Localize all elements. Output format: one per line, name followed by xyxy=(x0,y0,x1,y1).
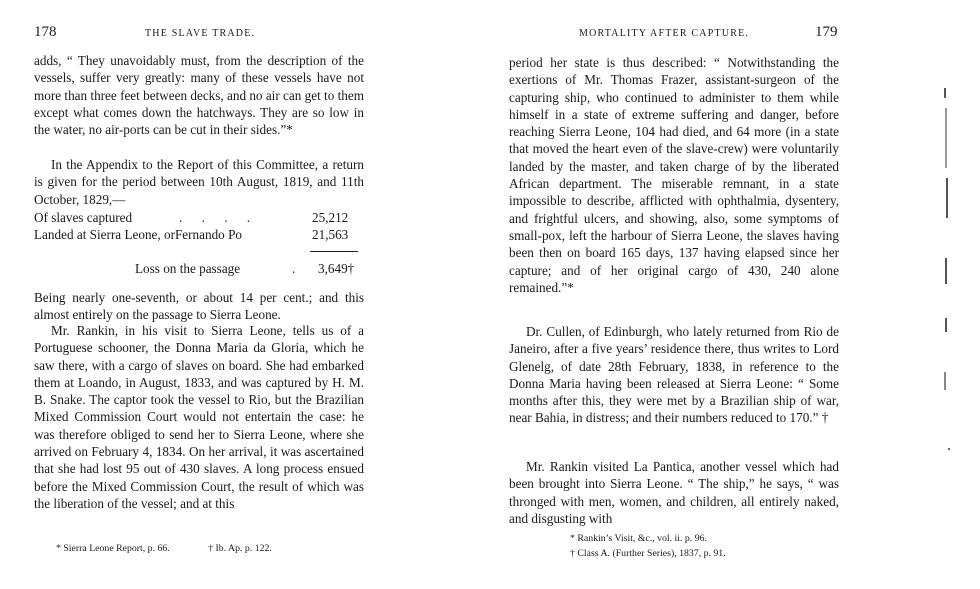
footnote: † Class A. (Further Series), 1837, p. 91. xyxy=(570,547,726,559)
footnote: * Sierra Leone Report, p. 66. xyxy=(56,543,170,554)
paragraph: Mr. Rankin, in his visit to Sierra Leone, tells us of a Portuguese schooner, the Donna Maria da Gloria, which he saw there, with a cargo of slaves on board. She had embarked them at Loando, in August, 1833, and was captured by H. M. B. Snake. The captor took the vessel to Rio, but the Brazilian Mixed Commission Court would not entertain the case: he was therefore obliged to send her to Sierra Leone, where she arrived on February 4, 1834. On her arrival, it was ascertained that she had lost 95 out of 430 slaves. A long process ensued before the Mixed Commission Court, the result of which was the liberation of the vessel; and at this xyxy=(34,323,364,511)
binding-mark xyxy=(945,258,947,284)
binding-mark xyxy=(944,372,946,390)
running-head: MORTALITY AFTER CAPTURE. xyxy=(579,28,750,39)
sum-rule xyxy=(310,251,358,252)
binding-mark xyxy=(948,448,950,450)
paragraph: Mr. Rankin visited La Pantica, another vessel which had been brought into Sierra Leone. “ The ship,” he says, “ was thronged with men, women, and children, all entirely naked, and disgusting with xyxy=(509,459,839,526)
binding-mark xyxy=(944,88,946,98)
footnotes xyxy=(570,532,726,561)
total-label: Loss on the passage xyxy=(135,261,241,276)
row-label: Landed at Sierra Leone, orFernando Po xyxy=(34,227,242,242)
leader-dots: . xyxy=(292,261,296,276)
footnote: * Rankin’s Visit, &c., vol. ii. p. 96. xyxy=(570,533,707,544)
row-value: 21,563 xyxy=(312,227,349,242)
binding-mark xyxy=(945,108,947,168)
binding-mark xyxy=(945,318,947,332)
paragraph: adds, “ They unavoidably must, from the description of the vessels, suffer very greatly: many of these vessels have not more than three feet between decks, and no air can get to them except what comes down the hatchways. They are so low in the water, no air-ports can be cut in their sides.”* xyxy=(34,53,364,138)
total-value: 3,649† xyxy=(318,261,355,276)
paragraph: Dr. Cullen, of Edinburgh, who lately returned from Rio de Janeiro, after a five years’ residence there, thus writes to Lord Glenelg, of date 28th February, 1838, in reference to the Donna Maria having been released at Sierra Leone: “ Some months after this, they were met by a Brazilian ship of war, near Bahia, in distress; and their numbers reduced to 170.” † xyxy=(509,324,839,426)
page-number: 179 xyxy=(815,24,838,40)
page-number: 178 xyxy=(34,24,57,40)
running-head: THE SLAVE TRADE. xyxy=(145,28,256,39)
footnotes xyxy=(56,542,272,556)
binding-mark xyxy=(946,178,948,218)
paragraph: Being nearly one-seventh, or about 14 per cent.; and this almost entirely on the passage to Sierra Leone. xyxy=(34,290,364,323)
paragraph: period her state is thus described: “ Notwithstanding the exertions of Mr. Thomas Frazer, assistant-surgeon of the capturing ship, who continued to administer to them while himself in a state of extreme suffering and danger, before reaching Sierra Leone, 104 had died, and 64 more (in a state that moved the heart even of the slave-crew) were voluntarily landed by the master, and taken charge of by the liberated African department. The miserable remnant, in a state impossible to describe, afflicted with ophthalmia, dysentery, and frightful ulcers, and showing, also, some symptoms of small-pox, left the harbour of Sierra Leone, the slaves having been then on board 165 days, 137 having elapsed since her capture; and of her original cargo of 430, 240 alone remained.”* xyxy=(509,55,839,295)
leader-dots: . . . . xyxy=(179,210,259,225)
row-value: 25,212 xyxy=(312,210,349,225)
right-page xyxy=(490,0,980,589)
row-label: Of slaves captured xyxy=(34,210,133,225)
paragraph: In the Appendix to the Report of this Committee, a return is given for the period between 10th August, 1819, and 11th October, 1829,— xyxy=(34,157,364,207)
footnote: † Ib. Ap. p. 122. xyxy=(208,543,272,554)
